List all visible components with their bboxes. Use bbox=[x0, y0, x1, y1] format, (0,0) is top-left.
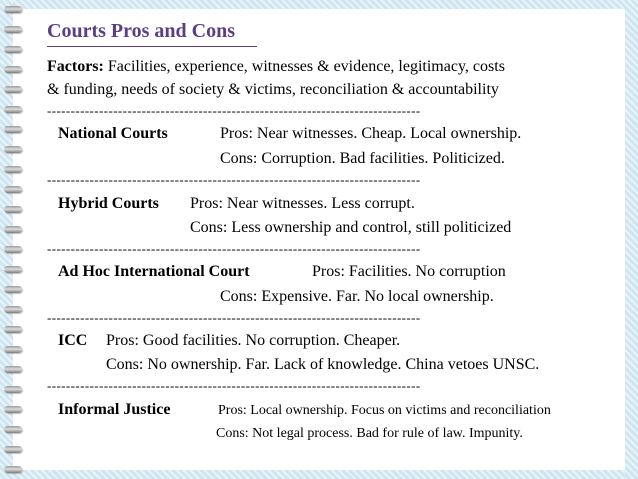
court-name-hybrid: Hybrid Courts bbox=[58, 195, 159, 212]
spiral-ring bbox=[4, 346, 22, 353]
spiral-ring bbox=[4, 306, 22, 313]
separator: ------------------------------------------------------------------------------- bbox=[47, 311, 421, 325]
spiral-ring bbox=[4, 226, 22, 233]
spiral-ring bbox=[4, 126, 22, 133]
court-name-national: National Courts bbox=[58, 125, 168, 142]
factors-text-2: & funding, needs of society & victims, reconciliation & accountability bbox=[47, 81, 499, 98]
factors-label: Factors: bbox=[47, 58, 104, 75]
spiral-ring bbox=[4, 46, 22, 53]
spiral-ring bbox=[4, 26, 22, 33]
court-pros-icc: Pros: Good facilities. No corruption. Cheaper. bbox=[106, 332, 401, 349]
slide-title: Courts Pros and Cons bbox=[47, 20, 235, 42]
spiral-ring bbox=[4, 326, 22, 333]
court-cons-icc: Cons: No ownership. Far. Lack of knowledge. China vetoes UNSC. bbox=[106, 356, 540, 373]
factors-line-1 bbox=[47, 57, 505, 77]
court-name-informal: Informal Justice bbox=[58, 401, 171, 418]
spiral-ring bbox=[4, 146, 22, 153]
court-pros-adhoc: Pros: Facilities. No corruption bbox=[312, 263, 506, 280]
court-cons-national: Cons: Corruption. Bad facilities. Politicized. bbox=[220, 150, 505, 167]
spiral-ring bbox=[4, 206, 22, 213]
court-cons-informal: Cons: Not legal process. Bad for rule of law. Impunity. bbox=[216, 426, 523, 441]
court-cons-hybrid: Cons: Less ownership and control, still politicized bbox=[190, 219, 512, 236]
spiral-ring bbox=[4, 386, 22, 393]
spiral-ring bbox=[4, 466, 22, 473]
separator: ------------------------------------------------------------------------------- bbox=[47, 173, 421, 187]
title-underline bbox=[47, 46, 257, 47]
frame-bottom bbox=[0, 470, 638, 479]
spiral-ring bbox=[4, 166, 22, 173]
factors-text-1: Facilities, experience, witnesses & evidence, legitimacy, costs bbox=[107, 58, 505, 75]
spiral-ring bbox=[4, 246, 22, 253]
spiral-ring bbox=[4, 366, 22, 373]
court-pros-hybrid: Pros: Near witnesses. Less corrupt. bbox=[190, 195, 415, 212]
spiral-ring bbox=[4, 86, 22, 93]
spiral-ring bbox=[4, 286, 22, 293]
frame-top bbox=[0, 0, 638, 9]
court-name-adhoc: Ad Hoc International Court bbox=[58, 263, 250, 280]
spiral-ring bbox=[4, 66, 22, 73]
separator: ------------------------------------------------------------------------------- bbox=[47, 242, 421, 256]
court-cons-adhoc: Cons: Expensive. Far. No local ownership. bbox=[220, 288, 494, 305]
separator: ------------------------------------------------------------------------------- bbox=[47, 104, 421, 118]
spiral-ring bbox=[4, 106, 22, 113]
spiral-ring bbox=[4, 406, 22, 413]
court-pros-national: Pros: Near witnesses. Cheap. Local ownership. bbox=[220, 125, 522, 142]
spiral-ring bbox=[4, 446, 22, 453]
separator: ------------------------------------------------------------------------------- bbox=[47, 379, 421, 393]
spiral-binding bbox=[4, 0, 34, 479]
spiral-ring bbox=[4, 266, 22, 273]
spiral-ring bbox=[4, 186, 22, 193]
frame-right bbox=[625, 0, 638, 479]
spiral-ring bbox=[4, 6, 22, 13]
court-name-icc: ICC bbox=[58, 332, 88, 349]
spiral-ring bbox=[4, 426, 22, 433]
court-pros-informal: Pros: Local ownership. Focus on victims and reconciliation bbox=[218, 403, 551, 418]
